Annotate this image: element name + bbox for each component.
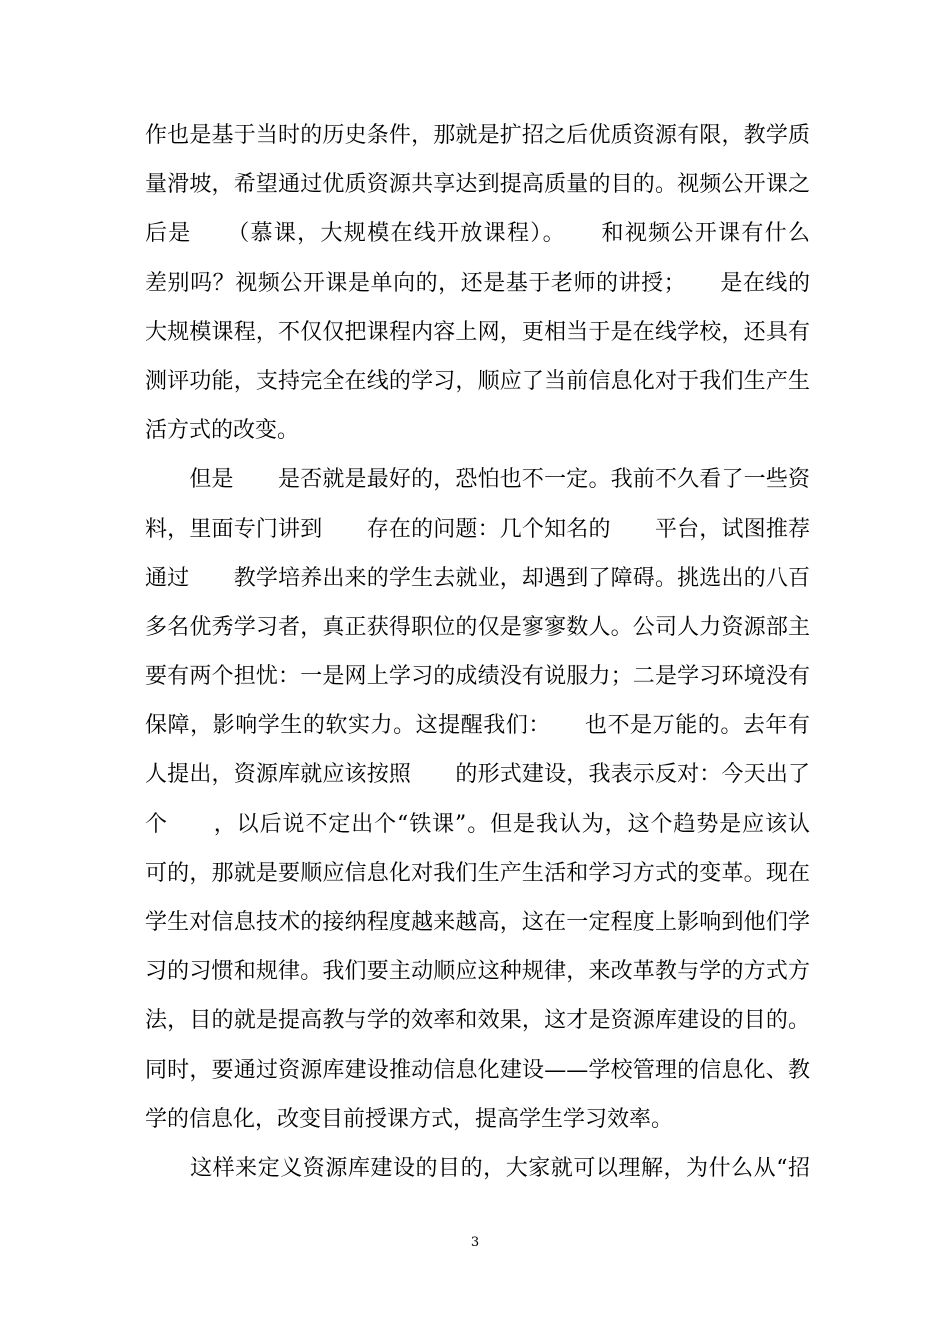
text-line: 差别吗？视频公开课是单向的，还是基于老师的讲授； 是在线的 [145,270,810,296]
text-line: 习的习惯和规律。我们要主动顺应这种规律，来改革教与学的方式方 [145,959,810,985]
text-line: 作也是基于当时的历史条件，那就是扩招之后优质资源有限，教学质 [145,123,810,148]
text-line: 人提出，资源库就应该按照 的形式建设，我表示反对：今天出了 [145,762,810,788]
text-line: 法，目的就是提高教与学的效率和效果，这才是资源库建设的目的。 [145,1008,810,1034]
text-line: 学的信息化，改变目前授课方式，提高学生学习效率。 [145,1106,674,1132]
text-line: 保障，影响学生的软实力。这提醒我们： 也不是万能的。去年有 [145,713,810,739]
text-line: 个 ，以后说不定出个“铁课”。但是我认为，这个趋势是应该认 [145,811,810,837]
text-line: 但是 是否就是最好的，恐怕也不一定。我前不久看了一些资 [145,467,810,493]
text-line: 量滑坡，希望通过优质资源共享达到提高质量的目的。视频公开课之 [145,172,810,198]
text-line: 多名优秀学习者，真正获得职位的仅是寥寥数人。公司人力资源部主 [145,614,810,640]
text-line: 要有两个担忧：一是网上学习的成绩没有说服力；二是学习环境没有 [145,664,810,690]
page-number: 3 [470,1235,480,1250]
text-line: 后是 （慕课，大规模在线开放课程）。 和视频公开课有什么 [145,221,810,247]
text-line: 同时，要通过资源库建设推动信息化建设——学校管理的信息化、教 [145,1057,810,1083]
text-line: 学生对信息技术的接纳程度越来越高，这在一定程度上影响到他们学 [145,910,810,935]
document-body [145,111,810,1193]
text-line: 可的，那就是要顺应信息化对我们生产生活和学习方式的变革。现在 [145,860,810,886]
text-line: 大规模课程，不仅仅把课程内容上网，更相当于是在线学校，还具有 [145,319,810,345]
text-line: 料，里面专门讲到 存在的问题：几个知名的 平台，试图推荐 [145,516,810,542]
text-line: 这样来定义资源库建设的目的，大家就可以理解，为什么从“招 [145,1155,810,1181]
text-line: 测评功能，支持完全在线的学习，顺应了当前信息化对于我们生产生 [145,368,810,394]
text-line: 活方式的改变。 [145,418,300,444]
text-line: 通过 教学培养出来的学生去就业，却遇到了障碍。挑选出的八百 [145,565,810,591]
